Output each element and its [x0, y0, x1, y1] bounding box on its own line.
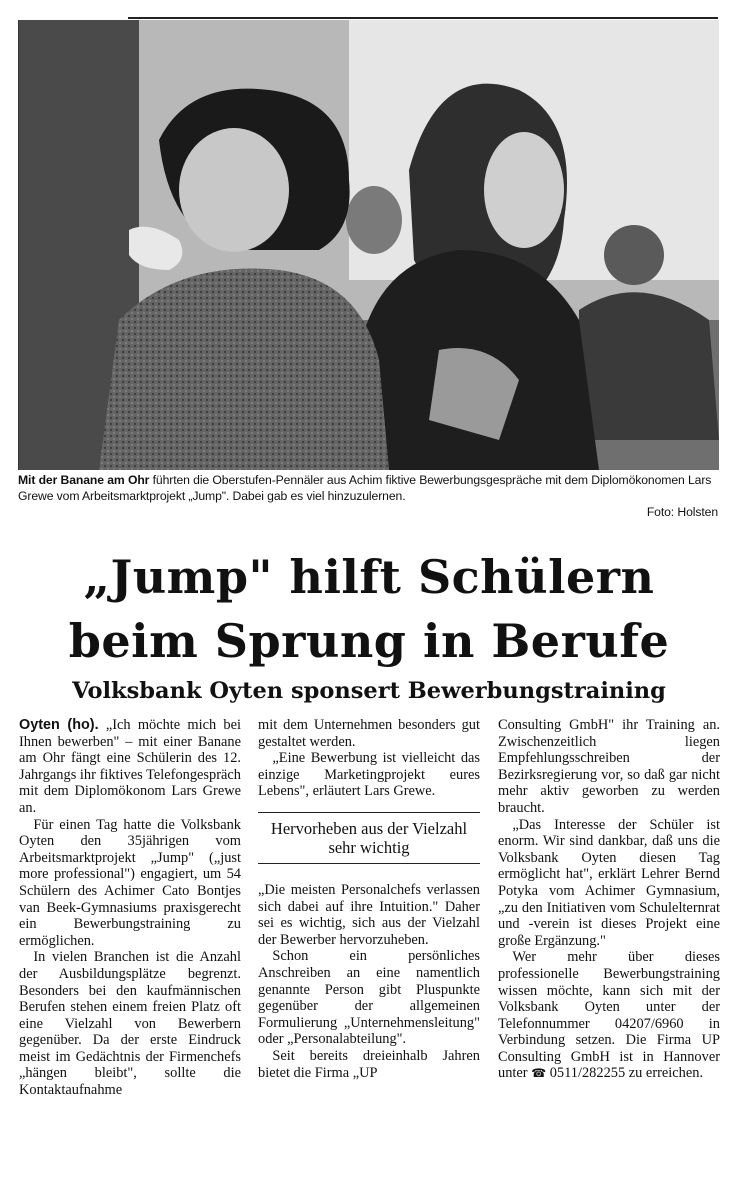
paragraph-text: Wer mehr über dieses professionelle Bewerbungstraining wissen möchte, kann sich mit der Volksbank Oyten unter der Telefonnummer 04207/6960 in Verbindung setzen. Die Firma UP Consulting GmbH ist in Hannover unter [498, 949, 720, 1082]
paragraph-text: „Ich möchte mich bei Ihnen bewerben" – mit einer Banane am Ohr fängt eine Schülerin des 12. Jahrgangs ihr fiktives Telefongespräch mit dem Diplomökonom Lars Grewe an. [19, 717, 241, 816]
photo-credit: Foto: Holsten [646, 505, 718, 519]
paragraph: „Das Interesse der Schüler ist enorm. Wir sind dankbar, daß uns die Volksbank Oyten diesen Tag ermöglicht hat", erklärt Lehrer Bernd Potyka vom Achimer Gymnasium, „zu den Initiativen vom Schulelternrat und -verein ist dieses Projekt eine große Ergänzung." [498, 816, 720, 949]
paragraph: Seit bereits dreieinhalb Jahren bietet die Firma „UP [258, 1047, 480, 1081]
paragraph-text: 0511/282255 zu erreichen. [546, 1065, 704, 1082]
caption-lead: Mit der Banane am Ohr [18, 473, 150, 487]
paragraph: mit dem Unternehmen besonders gut gestaltet werden. [258, 717, 480, 750]
paragraph [19, 717, 241, 817]
paragraph: „Die meisten Personalchefs verlassen sich dabei auf ihre Intuition." Daher sei es wichtig, sich aus der Vielzahl der Bewerber hervorzuheben. [258, 881, 480, 948]
article-photo [18, 20, 719, 470]
article-column-1 [19, 717, 241, 1099]
caption-text: führten die Oberstufen-Pennäler aus Achim fiktive Bewerbungsgespräche mit dem Diplomökonomen Lars Grewe vom Arbeitsmarktprojekt „Jump". Dabei gab es viel hinzuzulernen. [18, 473, 712, 503]
phone-icon: ☎ [531, 1066, 547, 1081]
photo-caption [18, 472, 718, 520]
intertitle: Hervorheben aus der Vielzahl sehr wichtig [258, 812, 480, 864]
paragraph: Schon ein persönliches Anschreiben an eine namentlich genannte Person gibt Pluspunkte gegenüber der allgemeinen Formulierung „Unternehmensleitung" oder „Personalabteilung". [258, 948, 480, 1048]
article-column-2 [258, 717, 480, 1081]
headline [0, 545, 738, 673]
paragraph: „Eine Bewerbung ist vielleicht das einzige Marketingprojekt eures Lebens", erläutert Lars Grewe. [258, 750, 480, 800]
headline-line-1: „Jump" hilft Schülern [83, 550, 655, 604]
paragraph: Consulting GmbH" ihr Training an. Zwischenzeitlich liegen Empfehlungsschreiben der Bezirksregierung vor, so daß gar nicht mehr aktiv geworben zu werden braucht. [498, 717, 720, 816]
paragraph [498, 949, 720, 1082]
top-rule [128, 17, 718, 19]
dateline: Oyten (ho). [19, 717, 99, 733]
photo-scene-icon [19, 20, 719, 470]
paragraph: In vielen Branchen ist die Anzahl der Ausbildungsplätze begrenzt. Besonders bei den kaufmännischen Berufen stehen einem freien Platz oft eine Vielzahl von Bewerbern gegenüber. Da der erste Eindruck meist im Gedächtnis der Firmenchefs „hängen bleibt", sollte die Kontaktaufnahme [19, 949, 241, 1099]
article-column-3 [498, 717, 720, 1082]
paragraph: Für einen Tag hatte die Volksbank Oyten den 35jährigen vom Arbeitsmarktprojekt „Jump" („just more professional") engagiert, um 54 Schülern des Achimer Cato Bontjes van Beek-Gymnasiums praxisgerecht ein Bewerbungstraining zu ermöglichen. [19, 816, 241, 949]
headline-line-2: beim Sprung in Berufe [68, 614, 670, 668]
subheadline: Volksbank Oyten sponsert Bewerbungstraining [72, 678, 666, 704]
